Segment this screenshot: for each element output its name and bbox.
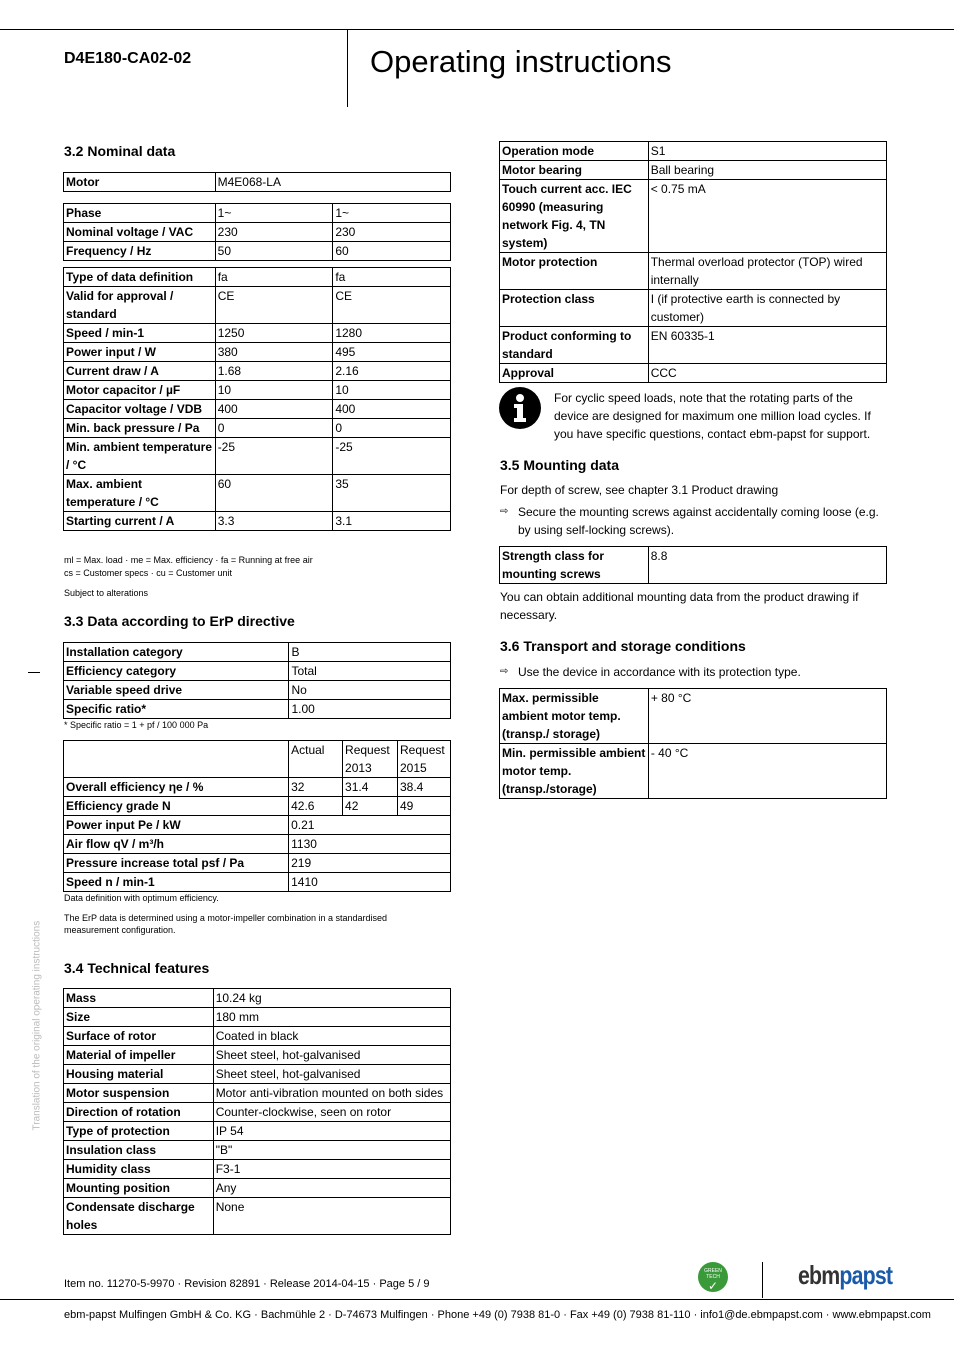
footer-divider: [762, 1262, 763, 1298]
note-abbrev-1: ml = Max. load · me = Max. efficiency · fa = Running at free air: [64, 555, 313, 565]
table-row: [64, 816, 451, 835]
row-label: Protection class: [500, 290, 649, 327]
row-value: 8.8: [648, 547, 886, 584]
note-optimum: Data definition with optimum efficiency.: [64, 893, 219, 903]
row-value: -25: [215, 438, 333, 475]
table-row: [500, 327, 887, 364]
transport-bullet-text: Use the device in accordance with its protection type.: [518, 665, 801, 679]
heading-nominal-data: 3.2 Nominal data: [64, 143, 176, 159]
row-label: Direction of rotation: [64, 1103, 214, 1122]
header-divider: [347, 29, 348, 107]
row-value: No: [289, 681, 451, 700]
row-value: Sheet steel, hot-galvanised: [213, 1046, 450, 1065]
table-row: [64, 1198, 451, 1235]
row-label: Insulation class: [64, 1141, 214, 1160]
row-label: Overall efficiency ηe / %: [64, 778, 289, 797]
row-label: Mounting position: [64, 1179, 214, 1198]
note-abbrev-2: cs = Customer specs · cu = Customer unit: [64, 568, 233, 578]
table-row: [64, 343, 451, 362]
table-row: [64, 512, 451, 531]
table-row: [64, 1122, 451, 1141]
logo-ebm: ebm: [798, 1260, 840, 1290]
row-value: 0: [215, 419, 333, 438]
table-technical: [63, 988, 451, 1235]
row-label: Variable speed drive: [64, 681, 289, 700]
row-label: Capacitor voltage / VDB: [64, 400, 216, 419]
row-value: 1280: [333, 324, 451, 343]
row-label: Condensate discharge holes: [64, 1198, 214, 1235]
table-row: [64, 681, 451, 700]
table-row: [64, 324, 451, 343]
row-value: 10: [333, 381, 451, 400]
table-row: [64, 854, 451, 873]
table-row: [64, 1084, 451, 1103]
table-row: [500, 253, 887, 290]
fold-mark: [28, 672, 40, 673]
table-row: [64, 438, 451, 475]
table-row: [64, 1160, 451, 1179]
row-value: Thermal overload protector (TOP) wired internally: [648, 253, 886, 290]
row-label: Speed / min-1: [64, 324, 216, 343]
row-value: 42: [343, 797, 398, 816]
note-alterations: Subject to alterations: [64, 588, 149, 598]
row-value: 50: [215, 242, 333, 261]
row-label: Min. ambient temperature / °C: [64, 438, 216, 475]
row-value: 3.1: [333, 512, 451, 531]
table-row: [64, 362, 451, 381]
table-row: [64, 1065, 451, 1084]
row-label: Type of protection: [64, 1122, 214, 1141]
row-value: Coated in black: [213, 1027, 450, 1046]
row-label: Current draw / A: [64, 362, 216, 381]
table-phase: [63, 203, 451, 261]
row-label: Surface of rotor: [64, 1027, 214, 1046]
row-label: Max. ambient temperature / °C: [64, 475, 216, 512]
logo-papst: papst: [839, 1260, 893, 1290]
table-row: [500, 744, 887, 799]
footer-address: ebm-papst Mulfingen GmbH & Co. KG · Bachmühle 2 · D-74673 Mulfingen · Phone +49 (0) 7938 81-0 · Fax +49 (0) 7938 81-110 · info1@de.ebmpapst.com · www.ebmpapst.com: [64, 1309, 931, 1321]
header-top-rule: [0, 29, 954, 30]
row-label: Strength class for mounting screws: [500, 547, 649, 584]
row-value: 3.3: [215, 512, 333, 531]
table-header-row: [64, 741, 451, 778]
row-label: Phase: [64, 204, 216, 223]
row-label: Motor suspension: [64, 1084, 214, 1103]
heading-technical: 3.4 Technical features: [64, 960, 210, 976]
row-label: Size: [64, 1008, 214, 1027]
side-text: Translation of the original operating instructions: [31, 920, 43, 1131]
row-value: 180 mm: [213, 1008, 450, 1027]
badge-text: GREEN TECH: [704, 1268, 722, 1280]
table-row: [64, 662, 451, 681]
transport-bullet: [500, 663, 885, 681]
row-label: Valid for approval / standard: [64, 287, 216, 324]
footer-item-info: Item no. 11270-5-9970 · Revision 82891 · Release 2014-04-15 · Page 5 / 9: [64, 1278, 430, 1290]
table-row: [64, 204, 451, 223]
row-label: Type of data definition: [64, 268, 216, 287]
header-cell: Request 2015: [398, 741, 451, 778]
table-row: [64, 223, 451, 242]
table-erp-categories: [63, 642, 451, 719]
row-label: Nominal voltage / VAC: [64, 223, 216, 242]
row-value: < 0.75 mA: [648, 180, 886, 253]
row-label: Power input / W: [64, 343, 216, 362]
table-row: [64, 1103, 451, 1122]
table-row: [64, 1141, 451, 1160]
table-row: [500, 161, 887, 180]
table-row: [64, 797, 451, 816]
row-value: 60: [333, 242, 451, 261]
ebmpapst-logo: [798, 1260, 892, 1291]
green-tech-badge: [698, 1262, 728, 1292]
mounting-text: For depth of screw, see chapter 3.1 Product drawing: [500, 483, 779, 497]
row-value: 230: [333, 223, 451, 242]
table-row: [500, 364, 887, 383]
row-label: Speed n / min-1: [64, 873, 289, 892]
row-value: -25: [333, 438, 451, 475]
row-label: Efficiency grade N: [64, 797, 289, 816]
row-value: 32: [289, 778, 343, 797]
arrow-icon: ⇨: [500, 666, 509, 677]
row-label: Humidity class: [64, 1160, 214, 1179]
table-transport: [499, 688, 887, 799]
row-label: Motor bearing: [500, 161, 649, 180]
note-erp: The ErP data is determined using a motor-impeller combination in a standardised measurement configuration.: [64, 913, 388, 935]
row-value: "B": [213, 1141, 450, 1160]
row-value: CE: [333, 287, 451, 324]
table-row: [64, 173, 451, 192]
table-row: [64, 268, 451, 287]
row-label: Operation mode: [500, 142, 649, 161]
row-value: 495: [333, 343, 451, 362]
table-row: [64, 989, 451, 1008]
row-label: Min. back pressure / Pa: [64, 419, 216, 438]
row-value: 38.4: [398, 778, 451, 797]
table-row: [64, 400, 451, 419]
table-row: [64, 381, 451, 400]
table-row: [64, 475, 451, 512]
row-value: None: [213, 1198, 450, 1235]
row-value: fa: [215, 268, 333, 287]
row-value: EN 60335-1: [648, 327, 886, 364]
row-label: Installation category: [64, 643, 289, 662]
row-value: 35: [333, 475, 451, 512]
row-value: - 40 °C: [648, 744, 886, 799]
row-value: 1410: [289, 873, 451, 892]
row-label: Material of impeller: [64, 1046, 214, 1065]
heading-erp: 3.3 Data according to ErP directive: [64, 613, 295, 629]
row-value: M4E068-LA: [215, 173, 450, 192]
row-value: 0: [333, 419, 451, 438]
table-row: [64, 1179, 451, 1198]
row-value: 219: [289, 854, 451, 873]
row-label: Max. permissible ambient motor temp. (transp./ storage): [500, 689, 649, 744]
row-value: 60: [215, 475, 333, 512]
row-value: 31.4: [343, 778, 398, 797]
row-label: Product conforming to standard: [500, 327, 649, 364]
row-value: 1.00: [289, 700, 451, 719]
table-motor: [63, 172, 451, 192]
row-value: 0.21: [289, 816, 451, 835]
row-value: 1130: [289, 835, 451, 854]
table-nominal: [63, 267, 451, 531]
table-row: [64, 835, 451, 854]
table-row: [500, 689, 887, 744]
table-erp-efficiency: [63, 740, 451, 892]
table-row: [500, 142, 887, 161]
row-label: Pressure increase total psf / Pa: [64, 854, 289, 873]
row-label: Min. permissible ambient motor temp. (transp./storage): [500, 744, 649, 799]
row-value: 42.6: [289, 797, 343, 816]
row-label: Air flow qV / m³/h: [64, 835, 289, 854]
table-row: [64, 778, 451, 797]
table-row: [500, 180, 887, 253]
header-cell: Request 2013: [343, 741, 398, 778]
footer-rule: [0, 1299, 954, 1300]
row-value: 400: [333, 400, 451, 419]
row-label: Motor protection: [500, 253, 649, 290]
row-value: Any: [213, 1179, 450, 1198]
row-label: Power input Pe / kW: [64, 816, 289, 835]
row-value: Total: [289, 662, 451, 681]
heading-mounting: 3.5 Mounting data: [500, 457, 619, 473]
row-value: 10: [215, 381, 333, 400]
table-row: [500, 290, 887, 327]
table-row: [64, 1046, 451, 1065]
arrow-icon: ⇨: [500, 506, 509, 517]
row-value: Counter-clockwise, seen on rotor: [213, 1103, 450, 1122]
row-label: Touch current acc. IEC 60990 (measuring network Fig. 4, TN system): [500, 180, 649, 253]
row-value: F3-1: [213, 1160, 450, 1179]
row-value: CCC: [648, 364, 886, 383]
header-cell: Actual: [289, 741, 343, 778]
table-row: [64, 242, 451, 261]
row-value: 400: [215, 400, 333, 419]
row-value: 2.16: [333, 362, 451, 381]
row-label: Approval: [500, 364, 649, 383]
table-row: [64, 419, 451, 438]
table-row: [64, 643, 451, 662]
row-label: Specific ratio*: [64, 700, 289, 719]
row-label: Mass: [64, 989, 214, 1008]
table-operation: [499, 141, 887, 383]
row-value: 380: [215, 343, 333, 362]
row-label: Starting current / A: [64, 512, 216, 531]
heading-transport: 3.6 Transport and storage conditions: [500, 638, 746, 654]
row-value: S1: [648, 142, 886, 161]
row-value: 1.68: [215, 362, 333, 381]
row-value: Motor anti-vibration mounted on both sides: [213, 1084, 450, 1103]
row-value: 49: [398, 797, 451, 816]
table-row: [64, 1027, 451, 1046]
table-row: [64, 873, 451, 892]
table-mounting: [499, 546, 887, 584]
row-value: IP 54: [213, 1122, 450, 1141]
row-value: + 80 °C: [648, 689, 886, 744]
page-title: Operating instructions: [370, 44, 672, 79]
row-value: 230: [215, 223, 333, 242]
mounting-bullet-text: Secure the mounting screws against accidentally coming loose (e.g. by using self-locking screws).: [518, 505, 879, 537]
mounting-bullet: [500, 503, 885, 539]
row-label: Motor capacitor / µF: [64, 381, 216, 400]
check-icon: ✓: [707, 1279, 719, 1293]
row-value: 10.24 kg: [213, 989, 450, 1008]
row-value: fa: [333, 268, 451, 287]
header-cell: [64, 741, 289, 778]
row-label: Efficiency category: [64, 662, 289, 681]
row-value: I (if protective earth is connected by customer): [648, 290, 886, 327]
row-label: Housing material: [64, 1065, 214, 1084]
row-value: B: [289, 643, 451, 662]
table-row: [64, 700, 451, 719]
row-value: CE: [215, 287, 333, 324]
row-value: Sheet steel, hot-galvanised: [213, 1065, 450, 1084]
info-text: For cyclic speed loads, note that the rotating parts of the device are designed for maximum one million load cycles. If you have specific questions, contact ebm-papst for support.: [554, 391, 871, 441]
row-value: 1~: [215, 204, 333, 223]
footnote-specific-ratio: * Specific ratio = 1 + pf / 100 000 Pa: [64, 720, 209, 730]
table-row: [500, 547, 887, 584]
model-number: D4E180-CA02-02: [64, 50, 192, 67]
row-value: 1250: [215, 324, 333, 343]
mounting-text-2: You can obtain additional mounting data from the product drawing if necessary.: [500, 590, 859, 622]
table-row: [64, 1008, 451, 1027]
row-value: 1~: [333, 204, 451, 223]
info-icon: [499, 387, 541, 429]
row-value: Ball bearing: [648, 161, 886, 180]
table-row: [64, 287, 451, 324]
row-label: Motor: [64, 173, 216, 192]
row-label: Frequency / Hz: [64, 242, 216, 261]
